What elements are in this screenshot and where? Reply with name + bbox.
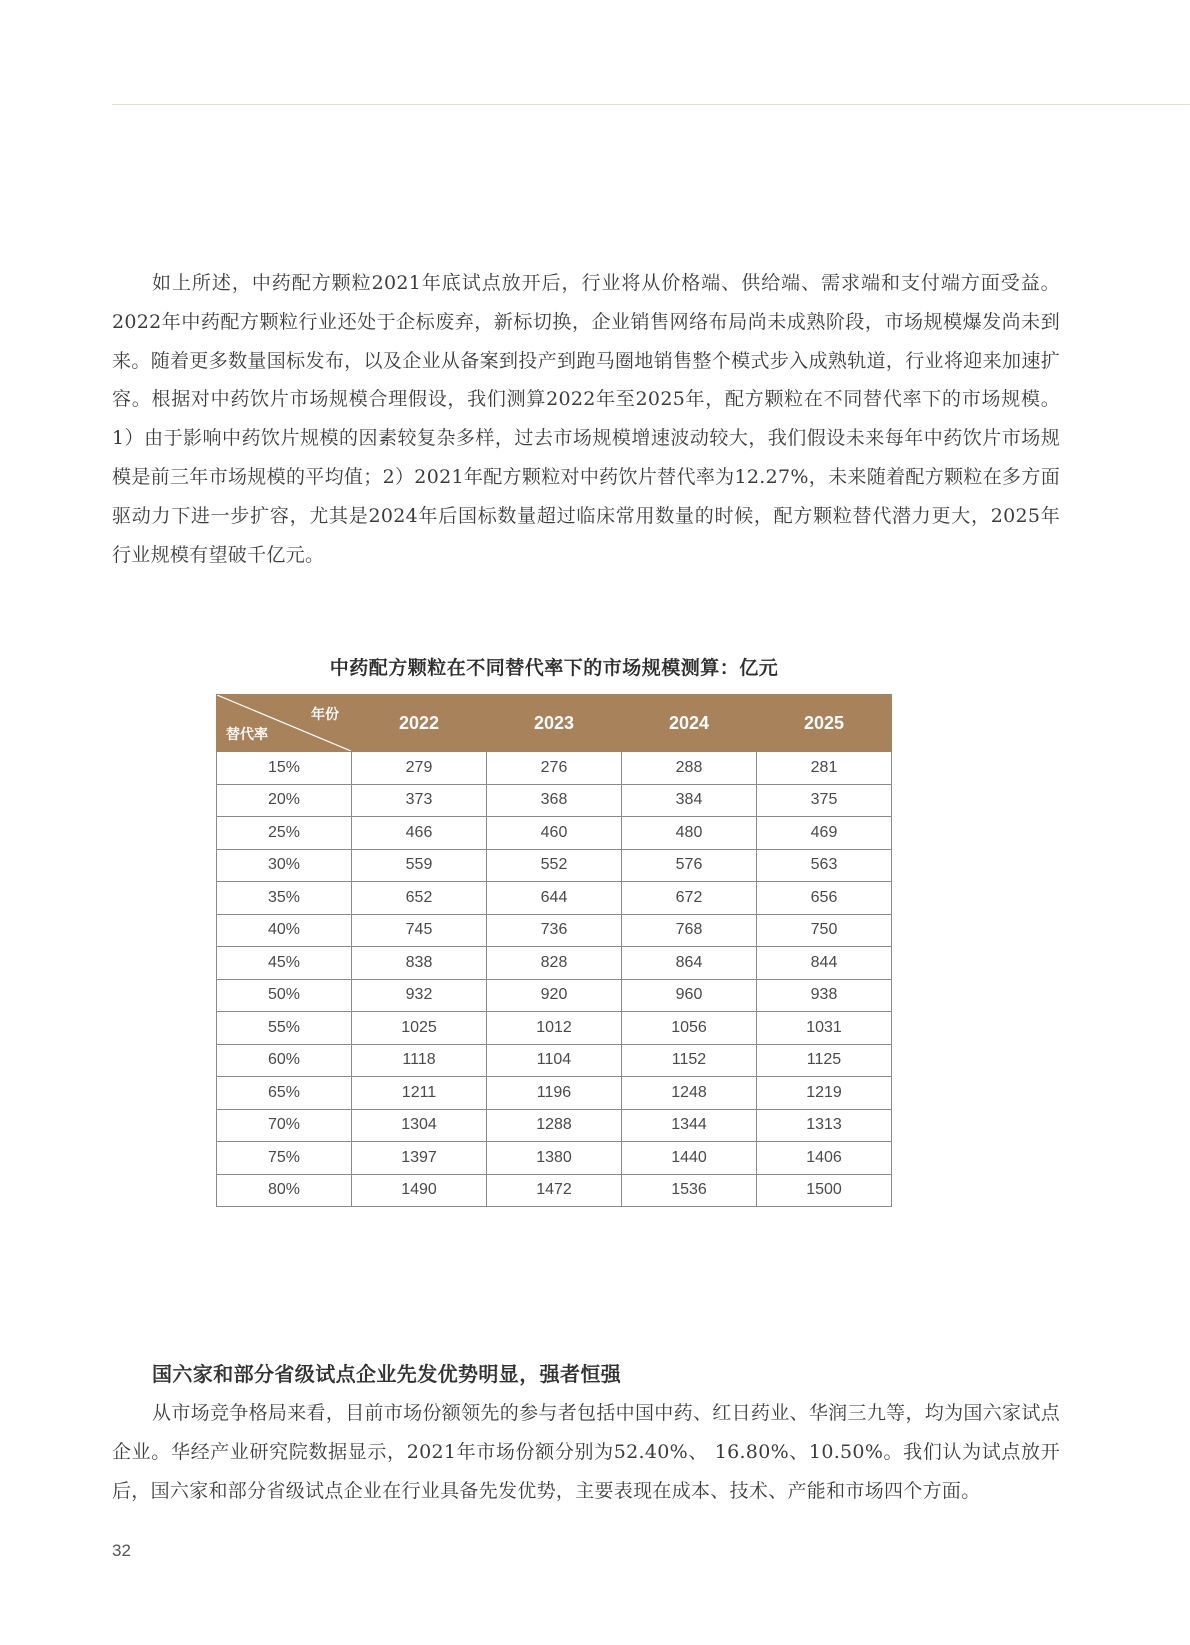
value-cell: 384 <box>622 784 757 817</box>
value-cell: 480 <box>622 817 757 850</box>
value-cell: 828 <box>487 947 622 980</box>
table-row <box>217 752 892 785</box>
value-cell: 1118 <box>352 1044 487 1077</box>
value-cell: 466 <box>352 817 487 850</box>
rate-cell: 75% <box>217 1142 352 1175</box>
rate-cell: 20% <box>217 784 352 817</box>
value-cell: 368 <box>487 784 622 817</box>
value-cell: 281 <box>757 752 892 785</box>
value-cell: 563 <box>757 849 892 882</box>
table-row <box>217 979 892 1012</box>
value-cell: 750 <box>757 914 892 947</box>
value-cell: 375 <box>757 784 892 817</box>
table-row <box>217 1012 892 1045</box>
value-cell: 920 <box>487 979 622 1012</box>
page-number: 32 <box>112 1541 131 1560</box>
rate-cell: 80% <box>217 1174 352 1207</box>
rate-cell: 15% <box>217 752 352 785</box>
rate-cell: 45% <box>217 947 352 980</box>
table-title: 中药配方颗粒在不同替代率下的市场规模测算：亿元 <box>329 657 779 679</box>
table-row <box>217 784 892 817</box>
table-header-row <box>217 695 892 752</box>
value-cell: 1025 <box>352 1012 487 1045</box>
rate-cell: 65% <box>217 1077 352 1110</box>
value-cell: 1031 <box>757 1012 892 1045</box>
rate-cell: 25% <box>217 817 352 850</box>
value-cell: 1125 <box>757 1044 892 1077</box>
section-heading: 国六家和部分省级试点企业先发优势明显，强者恒强 <box>152 1362 622 1386</box>
table-row <box>217 849 892 882</box>
rate-cell: 30% <box>217 849 352 882</box>
value-cell: 469 <box>757 817 892 850</box>
table-row <box>217 882 892 915</box>
value-cell: 672 <box>622 882 757 915</box>
value-cell: 1304 <box>352 1109 487 1142</box>
value-cell: 1380 <box>487 1142 622 1175</box>
table-row <box>217 1044 892 1077</box>
value-cell: 652 <box>352 882 487 915</box>
table-row <box>217 1174 892 1207</box>
value-cell: 1211 <box>352 1077 487 1110</box>
value-cell: 644 <box>487 882 622 915</box>
table-row <box>217 1142 892 1175</box>
year-header: 2023 <box>487 695 622 752</box>
value-cell: 559 <box>352 849 487 882</box>
value-cell: 864 <box>622 947 757 980</box>
value-cell: 932 <box>352 979 487 1012</box>
value-cell: 745 <box>352 914 487 947</box>
value-cell: 576 <box>622 849 757 882</box>
value-cell: 1397 <box>352 1142 487 1175</box>
rate-cell: 55% <box>217 1012 352 1045</box>
table-row <box>217 947 892 980</box>
year-header: 2024 <box>622 695 757 752</box>
value-cell: 844 <box>757 947 892 980</box>
value-cell: 276 <box>487 752 622 785</box>
value-cell: 1500 <box>757 1174 892 1207</box>
value-cell: 960 <box>622 979 757 1012</box>
value-cell: 768 <box>622 914 757 947</box>
table-row <box>217 817 892 850</box>
value-cell: 656 <box>757 882 892 915</box>
value-cell: 1012 <box>487 1012 622 1045</box>
value-cell: 1536 <box>622 1174 757 1207</box>
rate-cell: 50% <box>217 979 352 1012</box>
value-cell: 460 <box>487 817 622 850</box>
value-cell: 1344 <box>622 1109 757 1142</box>
table-corner-cell <box>217 695 352 752</box>
table-row <box>217 1109 892 1142</box>
value-cell: 838 <box>352 947 487 980</box>
header-rule <box>112 104 1190 105</box>
table-row <box>217 914 892 947</box>
value-cell: 552 <box>487 849 622 882</box>
table-row <box>217 1077 892 1110</box>
value-cell: 373 <box>352 784 487 817</box>
rate-cell: 40% <box>217 914 352 947</box>
value-cell: 1472 <box>487 1174 622 1207</box>
value-cell: 1219 <box>757 1077 892 1110</box>
value-cell: 938 <box>757 979 892 1012</box>
value-cell: 1406 <box>757 1142 892 1175</box>
value-cell: 288 <box>622 752 757 785</box>
rate-cell: 60% <box>217 1044 352 1077</box>
rate-cell: 70% <box>217 1109 352 1142</box>
value-cell: 1288 <box>487 1109 622 1142</box>
year-header: 2022 <box>352 695 487 752</box>
corner-year-label: 年份 <box>311 707 339 723</box>
year-header: 2025 <box>757 695 892 752</box>
value-cell: 736 <box>487 914 622 947</box>
value-cell: 1248 <box>622 1077 757 1110</box>
value-cell: 1056 <box>622 1012 757 1045</box>
market-size-table <box>216 694 892 1207</box>
value-cell: 1313 <box>757 1109 892 1142</box>
value-cell: 1440 <box>622 1142 757 1175</box>
value-cell: 1490 <box>352 1174 487 1207</box>
value-cell: 1196 <box>487 1077 622 1110</box>
value-cell: 1104 <box>487 1044 622 1077</box>
rate-cell: 35% <box>217 882 352 915</box>
section-paragraph: 从市场竞争格局来看，目前市场份额领先的参与者包括中国中药、红日药业、华润三九等，均为国六家试点企业。华经产业研究院数据显示，2021年市场份额分别为52.40%、 16.80%、10.50%。我们认为试点放开后，国六家和部分省级试点企业在行业具备先发优势，主要表现在成本、技术、产能和市场四个方面。 <box>112 1402 1060 1502</box>
value-cell: 279 <box>352 752 487 785</box>
intro-paragraph: 如上所述，中药配方颗粒2021年底试点放开后，行业将从价格端、供给端、需求端和支付端方面受益。2022年中药配方颗粒行业还处于企标废弃，新标切换，企业销售网络布局尚未成熟阶段，市场规模爆发尚未到来。随着更多数量国标发布，以及企业从备案到投产到跑马圈地销售整个模式步入成熟轨道，行业将迎来加速扩容。根据对中药饮片市场规模合理假设，我们测算2022年至2025年，配方颗粒在不同替代率下的市场规模。1）由于影响中药饮片规模的因素较复杂多样，过去市场规模增速波动较大，我们假设未来每年中药饮片市场规模是前三年市场规模的平均值；2）2021年配方颗粒对中药饮片替代率为12.27%，未来随着配方颗粒在多方面驱动力下进一步扩容，尤其是2024年后国标数量超过临床常用数量的时候，配方颗粒替代潜力更大，2025年行业规模有望破千亿元。 <box>112 272 1060 566</box>
corner-rate-label: 替代率 <box>226 727 268 743</box>
value-cell: 1152 <box>622 1044 757 1077</box>
